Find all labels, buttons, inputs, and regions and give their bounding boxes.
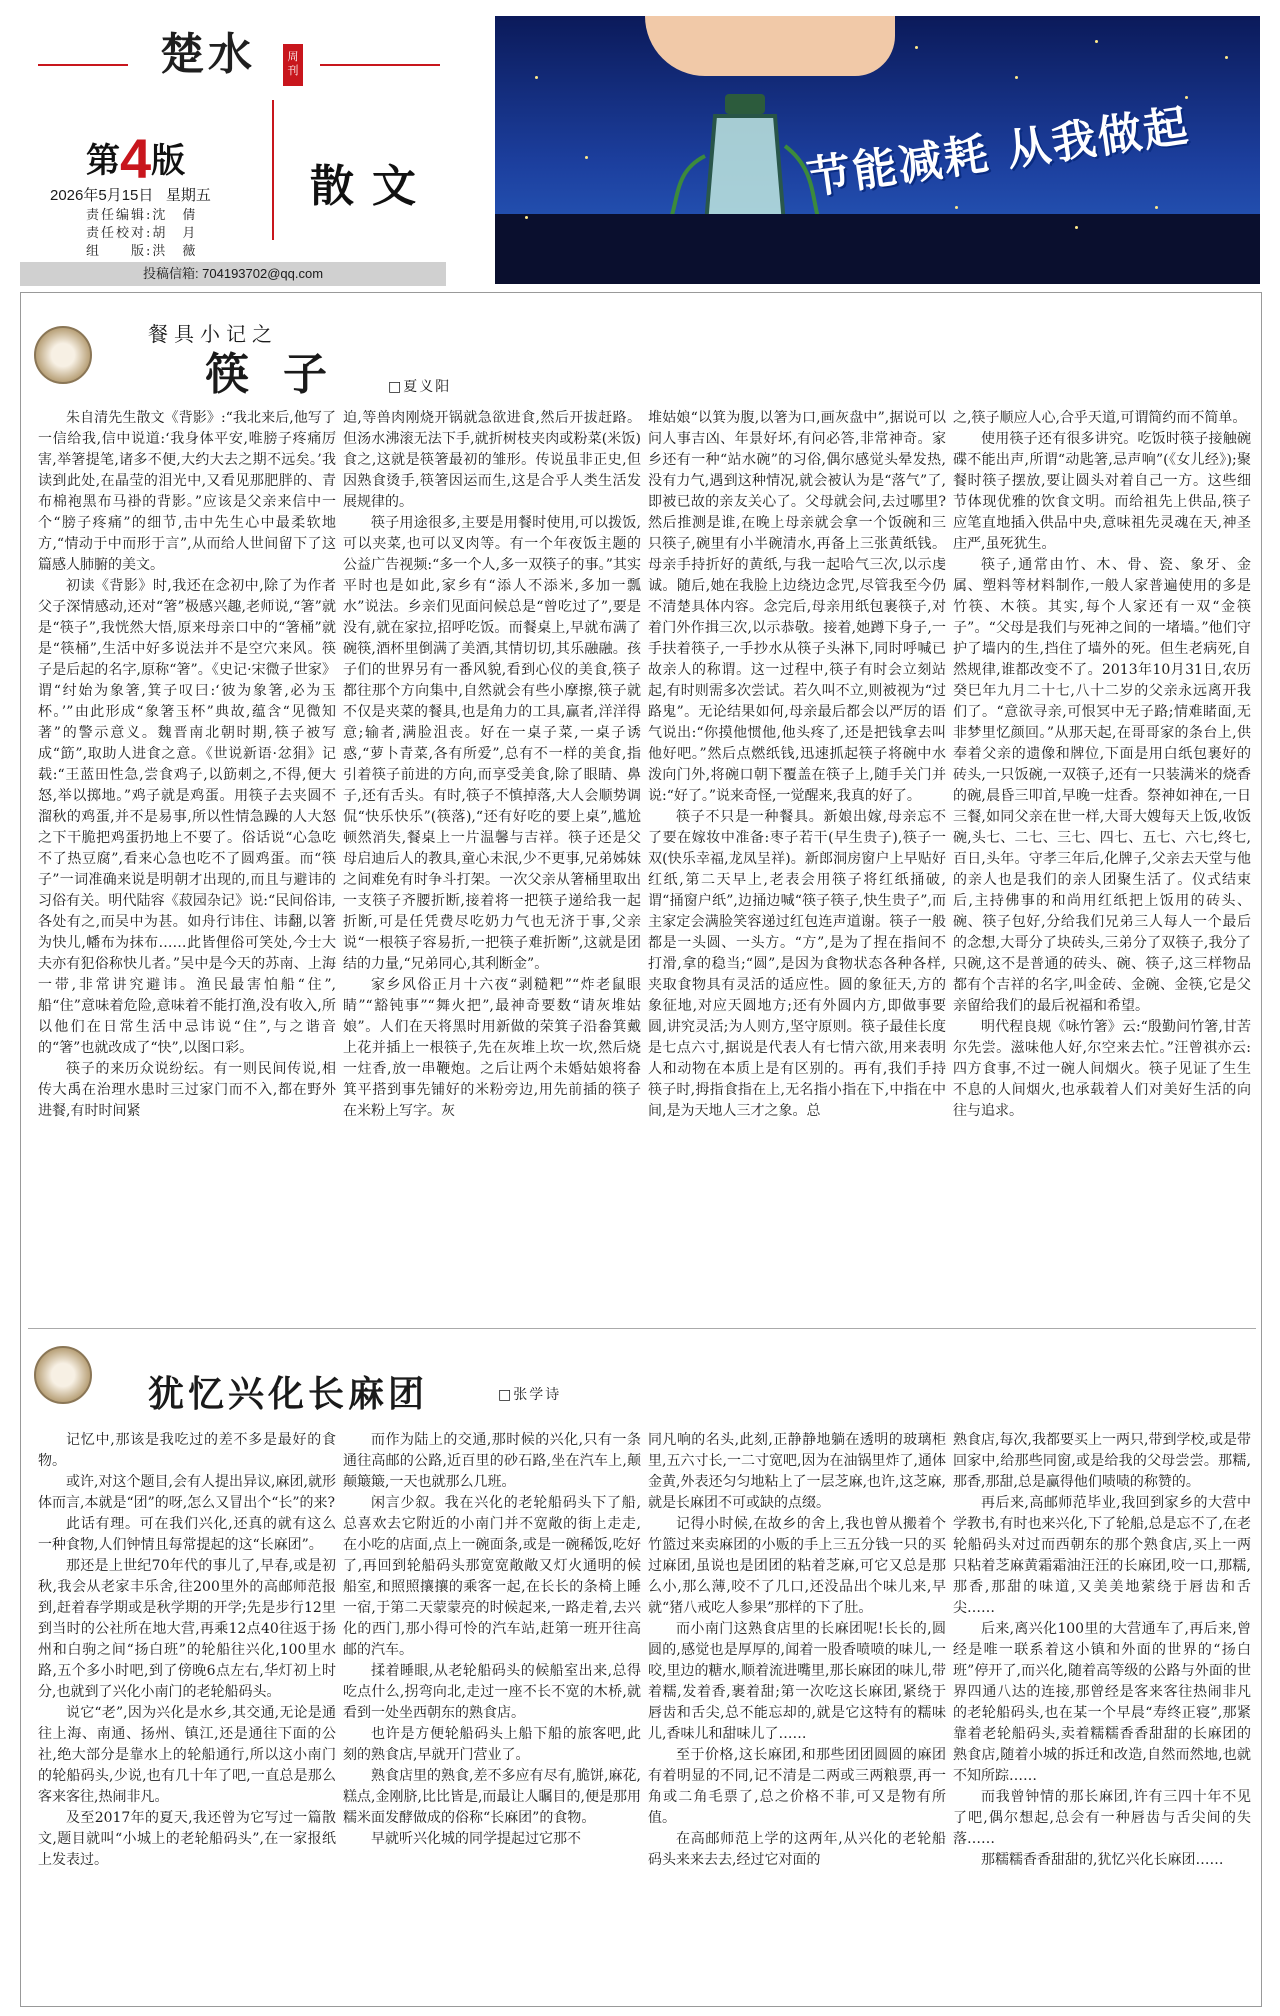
- article-author: □张学诗: [498, 1387, 562, 1403]
- article2-column-1: [38, 1430, 336, 2000]
- paragraph: 在高邮师范上学的这两年,从兴化的老轮船码头来来去去,经过它对面的: [648, 1831, 946, 1868]
- article1-column-1: [38, 408, 336, 1318]
- paragraph: 家乡风俗正月十六夜“剥糙粑”“炸老鼠眼睛”“豁钝事”“舞火把”,最神奇要数“请灰堆姑娘”。人们在天将黑时用新做的荣箕子沿畚箕戴上花并插上一根筷子,先在灰堆上坎一坎,然后烧一炷香,放一串鞭炮。之后让两个未婚姑娘将畚箕平搭到事先铺好的米粉旁边,用先前插的筷子在米粉上写字。灰: [343, 977, 641, 1119]
- paragraph: 后来,离兴化100里的大营通车了,再后来,曾经是唯一联系着这小镇和外面的世界的“扬白班”停开了,而兴化,随着高等级的公路与外面的世界四通八达的连接,那曾经是客来客往热闹非凡的老轮船码头,也在某一个早晨“寿终正寝”,那紧靠着老轮船码头,卖着糯糯香香甜甜的长麻团的熟食店,随着小城的拆迁和改造,自然而然地,也就不知所踪……: [953, 1621, 1251, 1784]
- paragraph: 筷子的来历众说纷纭。有一则民间传说,相传大禹在治理水患时三过家门而不入,都在野外进餐,有时时间紧: [38, 1061, 336, 1119]
- issue-date: 2026年5月15日: [50, 187, 154, 204]
- contact-bar: 投稿信箱: 704193702@qq.com: [20, 262, 446, 286]
- staff-editor: 责任编辑:沈 倩: [86, 208, 198, 223]
- paragraph: 早就听兴化城的同学提起过它那不: [371, 1831, 581, 1847]
- edition-number: 4: [120, 127, 152, 190]
- article-title: 筷子: [205, 349, 361, 400]
- paragraph: 而我曾钟情的那长麻团,许有三四十年不见了吧,偶尔想起,总会有一种唇齿与舌尖间的失落……: [953, 1789, 1251, 1847]
- paragraph: 再后来,高邮师范毕业,我回到家乡的大营中学教书,有时也来兴化,下了轮船,总是忘不了,在老轮船码头对过而西朝东的那个熟食店,买上一两只粘着芝麻黄霜霜油汪汪的长麻团,咬一口,那糯,那香,那甜的味道,又美美地萦绕于唇齿和舌尖……: [953, 1495, 1251, 1616]
- paragraph: 熟食店里的熟食,差不多应有尽有,脆饼,麻花,糕点,金刚脐,比比皆是,而最让人瞩目的,便是那用糯米面发酵做成的俗称“长麻团”的食物。: [343, 1768, 641, 1826]
- paragraph: 及至2017年的夏天,我还曾为它写过一篇散文,题目就叫“小城上的老轮船码头”,在一家报纸上发表过。: [38, 1810, 336, 1868]
- issue-weekday: 星期五: [165, 187, 211, 204]
- article-emblem-icon: [34, 1346, 92, 1404]
- supplement-seal: 周刊: [283, 44, 303, 86]
- paragraph: 至于价格,这长麻团,和那些团团圆圆的麻团有着明显的不同,记不清是二两或三两粮票,再一角或二角毛票了,总之价格不菲,可又是物有所值。: [648, 1747, 946, 1826]
- paragraph: 熟食店,每次,我都要买上一两只,带到学校,或是带回家中,给那些同窗,或是给我的父母尝尝。那糯,那香,那甜,总是赢得他们啧啧的称赞的。: [953, 1432, 1251, 1490]
- paragraph: 筷子,通常由竹、木、骨、瓷、象牙、金属、塑料等材料制作,一般人家普遍使用的多是竹筷、木筷。其实,每个人家还有一双“金筷子”。“父母是我们与死神之间的一堵墙。”他们守护了墙内的生,挡住了墙外的死。但生老病死,自然规律,谁都改变不了。2013年10月31日,农历癸巳年九月二十七,八十二岁的父亲永远离开我们了。“意欲寻亲,可恨冥中无子路;情难睹面,无非梦里忆颜回。”从那天起,在哥哥家的条台上,供奉着父亲的遗像和牌位,下面是用白纸包裹好的砖头,一只饭碗,一双筷子,还有一只装满米的烧香的碗,晨昏三叩首,早晚一炷香。祭神如神在,一日三餐,如同父亲在世一样,大哥大嫂每天上饭,收饭碗,头七、二七、三七、四七、五七、六七,终七,百日,头年。守孝三年后,化牌子,父亲去天堂与他的亲人也是我们的亲人团聚生活了。仪式结束后,主持佛事的和尚用红纸把上饭用的砖头、碗、筷子包好,分给我们兄弟三人每人一个最后的念想,大哥分了块砖头,三弟分了双筷子,我分了只碗,这不是普通的砖头、碗、筷子,这三样物品都有个吉祥的名字,叫金砖、金碗、金筷,它是父亲留给我们的最后祝福和希望。: [953, 557, 1251, 1014]
- banner-slogan: 节能减耗 从我做起: [803, 100, 1193, 205]
- paragraph: 或许,对这个题目,会有人提出异议,麻团,就形体而言,本就是“团”的呀,怎么又冒出个“长”的来?: [38, 1474, 336, 1511]
- paragraph: 记忆中,那该是我吃过的差不多是最好的食物。: [38, 1432, 336, 1469]
- paragraph: 同凡响的名头,此刻,正静静地躺在透明的玻璃柜里,五六寸长,一二寸宽吧,因为在油锅里炸了,通体金黄,外表还匀匀地粘上了一层芝麻,也许,这芝麻,就是长麻团不可或缺的点缀。: [648, 1432, 946, 1511]
- article-title: 犹忆兴化长麻团: [148, 1374, 429, 1415]
- paper-logo: 楚水: [160, 29, 256, 80]
- article-divider: [28, 1328, 1256, 1329]
- paragraph: 初读《背影》时,我还在念初中,除了为作者父子深情感动,还对“箸”极感兴趣,老师说,“箸”就是“筷子”,我恍然大悟,原来母亲口中的“箸桶”就是“筷桶”,生活中好多说法并不是空穴来风。筷子是后起的名字,原称“箸”。《史记·宋微子世家》谓“纣始为象箸,箕子叹曰:‘彼为象箸,必为玉杯。’”由此形成“象箸玉杯”典故,蕴含“见微知著”的警示意义。魏晋南北朝时期,筷子被写成“筯”,取助人进食之意。《世说新语·忿狷》记载:“王蓝田性急,尝食鸡子,以筯刺之,不得,便大怒,举以掷地。”鸡子就是鸡蛋。用筷子去夹圆不溜秋的鸡蛋,并不是易事,所以性情急躁的人大怒之下干脆把鸡蛋扔地上不要了。俗话说“心急吃不了热豆腐”,看来心急也吃不了圆鸡蛋。而“筷子”一词准确来说是明朝才出现的,而且与避讳的习俗有关。明代陆容《菽园杂记》说:“民间俗讳,各处有之,而吴中为甚。如舟行讳住、讳翻,以箸为快儿,幡布为抹布……此皆俚俗可笑处,今士大夫亦有犯俗称快儿者。”吴中是今天的苏南、上海一带,非常讲究避讳。渔民最害怕船“住”,船“住”意味着危险,意味着不能打渔,没有收入,所以他们在日常生活中忌讳说“住”,与之谐音的“箸”也就改成了“快”,以图口彩。: [38, 578, 336, 1056]
- masthead-rule-left: [38, 64, 128, 66]
- article2-column-4: [953, 1430, 1251, 2000]
- paragraph: 而小南门这熟食店里的长麻团呢!长长的,圆圆的,感觉也是厚厚的,闻着一股香喷喷的味儿,一咬,里边的糖水,顺着流进嘴里,那长麻团的味儿,带着糯,发着香,裹着甜;第一次吃这长麻团,紧绕于唇齿和舌尖,总不能忘却的,就是它这特有的糯味儿,香味儿和甜味儿了……: [648, 1621, 946, 1742]
- paragraph: 使用筷子还有很多讲究。吃饭时筷子接触碗碟不能出声,所谓“动匙箸,忌声响”(《女儿经》);聚餐时筷子摆放,要让圆头对着自己一方。这些细节体现优雅的饮食文明。而给祖先上供品,筷子应笔直地插入供品中央,意味祖先灵魂在天,神圣庄严,虽死犹生。: [953, 431, 1251, 552]
- paragraph: 而作为陆上的交通,那时候的兴化,只有一条通往高邮的公路,近百里的砂石路,坐在汽车上,颠颠簸簸,一天也就那么几班。: [343, 1432, 641, 1490]
- masthead-rule-right: [320, 64, 440, 66]
- ad-banner: [495, 16, 1260, 284]
- edition-label: 第4版: [86, 127, 186, 190]
- staff-proofreader: 责任校对:胡 月: [86, 226, 198, 241]
- paragraph: 迫,等兽肉刚烧开锅就急欲进食,然后开拔赶路。但汤水沸滚无法下手,就折树枝夹肉或粉菜(米饭)食之,这就是筷箸最初的雏形。传说虽非正史,但因熟食烫手,筷箸因运而生,这是合乎人类生活发展规律的。: [343, 410, 641, 510]
- article1-column-2: [343, 408, 641, 1318]
- article2-column-3: [648, 1430, 946, 2000]
- paragraph: 之,筷子顺应人心,合乎天道,可谓简约而不简单。: [953, 410, 1247, 426]
- paragraph: 也许是方便轮船码头上船下船的旅客吧,此刻的熟食店,早就开门营业了。: [343, 1726, 641, 1763]
- dateline: [50, 184, 211, 205]
- masthead-divider: [272, 100, 274, 240]
- paragraph: 筷子用途很多,主要是用餐时使用,可以拨饭,可以夹菜,也可以叉肉等。有一个年夜饭主题的公益广告视频:“多一个人,多一双筷子的事。”其实平时也是如此,家乡有“添人不添米,多加一瓢水”说法。乡亲们见面问候总是“曾吃过了”,要是没有,就在家拉,招呼吃饭。而餐桌上,早就布满了碗筷,酒杯里倒满了美酒,其情切切,其乐融融。孩子们的世界另有一番风貌,看到心仪的美食,筷子都往那个方向集中,自然就会有些小摩擦,筷子就不仅是夹菜的餐具,也是角力的工具,赢者,洋洋得意;输者,满脸沮丧。好在一桌子菜,一桌子诱惑,“萝卜青菜,各有所爱”,总有不一样的美食,指引着筷子前进的方向,而享受美食,除了眼睛、鼻子,还有舌头。有时,筷子不慎掉落,大人会顺势调侃“快乐快乐”(筷落),“还有好吃的要上桌”,尴尬顿然消失,餐桌上一片温馨与吉祥。筷子还是父母启迪后人的教具,童心未泯,少不更事,兄弟姊妹之间难免有时争斗打架。一次父亲从箸桶里取出一支筷子齐腰折断,接着将一把筷子递给我一起折断,可是任凭费尽吃奶力气也无济于事,父亲说“一根筷子容易折,一把筷子难折断”,这就是团结的力量,“兄弟同心,其利断金”。: [343, 515, 641, 972]
- article2-column-2: [343, 1430, 641, 2000]
- paragraph: 记得小时候,在故乡的舍上,我也曾从搬着个竹篮过来卖麻团的小贩的手上三五分钱一只的买过麻团,虽说也是团团的粘着芝麻,可它又总是那么小,那么薄,咬不了几口,还没品出个味儿来,早就“猪八戒吃人参果”那样的下了肚。: [648, 1516, 946, 1616]
- paragraph: 朱自清先生散文《背影》:“我北来后,他写了一信给我,信中说道:‘我身体平安,唯膀子疼痛厉害,举箸提笔,诸多不便,大约大去之期不远矣。’我读到此处,在晶莹的泪光中,又看见那肥胖的、青布棉袍黑布马褂的背影。”应该是父亲来信中一个“膀子疼痛”的细节,击中先生心中最柔软地方,“情动于中而形于言”,从而给人世间留下了这篇感人肺腑的美文。: [38, 410, 336, 573]
- staff-layout: 组 版:洪 薇: [86, 244, 198, 259]
- article-emblem-icon: [34, 326, 92, 384]
- article1-column-4: [953, 408, 1251, 1318]
- article1-column-3: [648, 408, 946, 1318]
- paragraph: 筷子不只是一种餐具。新娘出嫁,母亲忘不了要在嫁妆中准备:枣子若干(早生贵子),筷子一双(快乐幸福,龙凤呈祥)。新郎洞房窗户上早贴好红纸,第二天早上,老表会用筷子将红纸捅破,谓“捅窗户纸”,边捅边喊“筷子筷子,快生贵子”,而主家定会满脸笑容递过红包连声道谢。筷子一般都是一头圆、一头方。“方”,是为了捏在指间不打滑,拿的稳当;“圆”,是因为食物状态各种各样,夹取食物具有灵活的适应性。圆的象征天,方的象征地,对应天圆地方;还有外圆内方,即做事要圆,讲究灵活;为人则方,坚守原则。筷子最佳长度是七点六寸,据说是代表人有七情六欲,用来表明人和动物在本质上是有区别的。再有,我们手持筷子时,拇指食指在上,无名指小指在下,中指在中间,是为天地人三才之象。总: [648, 809, 946, 1119]
- paragraph: 此话有理。可在我们兴化,还真的就有这么一种食物,人们钟情且每常提起的这“长麻团”。: [38, 1516, 336, 1553]
- paragraph: 明代程良规《咏竹箸》云:“殷勤问竹箸,甘苦尔先尝。滋味他人好,尔空来去忙。”汪曾祺亦云:四方食事,不过一碗人间烟火。筷子见证了生生不息的人间烟火,也承载着人们对美好生活的向往与追求。: [953, 1019, 1251, 1119]
- paragraph: 那还是上世纪70年代的事儿了,早春,或是初秋,我会从老家丰乐舍,往200里外的高邮师范报到,赶着春学期或是秋学期的开学;先是步行12里到当时的公社所在地大营,再乘12点40往返于扬州和白驹之间“扬白班”的轮船往兴化,100里水路,五个多小时吧,到了傍晚6点左右,华灯初上时分,也就到了兴化小南门的老轮船码头。: [38, 1558, 336, 1700]
- hand-illustration: [645, 16, 895, 76]
- city-skyline: [495, 214, 1260, 284]
- paragraph: 闲言少叙。我在兴化的老轮船码头下了船,总喜欢去它附近的小南门并不宽敞的街上走走,在小吃的店面,点上一碗面条,或是一碗稀饭,吃好了,再回到轮船码头那宽宽敞敞又灯火通明的候船室,和照照攘攘的乘客一起,在长长的条椅上睡一宿,于第二天蒙蒙亮的时候起来,一路走着,去兴化的西门,那小得可怜的汽车站,赶第一班开往高邮的汽车。: [343, 1495, 641, 1658]
- paragraph: 揉着睡眼,从老轮船码头的候船室出来,总得吃点什么,拐弯向北,走过一座不长不宽的木桥,就看到一处坐西朝东的熟食店。: [343, 1663, 641, 1721]
- paragraph: 那糯糯香香甜甜的,犹忆兴化长麻团……: [981, 1852, 1224, 1868]
- article-author: □夏义阳: [388, 379, 452, 395]
- paragraph: 说它“老”,因为兴化是水乡,其交通,无论是通往上海、南通、扬州、镇江,还是通往下面的公社,绝大部分是靠水上的轮船通行,所以这小南门的轮船码头,少说,也有几十年了吧,一直总是那么客来客往,热闹非凡。: [38, 1705, 336, 1805]
- article-kicker: 餐具小记之: [148, 322, 278, 346]
- paragraph: 堆姑娘“以箕为腹,以箸为口,画灰盘中”,据说可以问人事吉凶、年景好坏,有问必答,非常神奇。家乡还有一种“站水碗”的习俗,偶尔感觉头晕发热,没有力气,遇到这种情况,就会被认为是“落气”了,即被已故的亲友关心了。父母就会问,去过哪里?然后推测是谁,在晚上母亲就会拿一个饭碗和三只筷子,碗里有小半碗清水,再备上三张黄纸钱。母亲手持折好的黄纸,与我一起哈气三次,以示虔诚。随后,她在我脸上边绕边念咒,尽管我至今仍不清楚具体内容。念完后,母亲用纸包裹筷子,对着门外作揖三次,以示恭敬。接着,她蹲下身子,一手扶着筷子,一手抄水从筷子头淋下,同时呼喊已故亲人的称谓。这一过程中,筷子有时会立刻站起,有时则需多次尝试。若久叫不立,则被视为“过路鬼”。无论结果如何,母亲最后都会以严厉的语气说出:“你摸他惯他,他头疼了,还是把钱拿去叫他好吧。”然后点燃纸钱,迅速抓起筷子将碗中水泼向门外,将碗口朝下覆盖在筷子上,随手关门并说:“好了。”说来奇怪,一觉醒来,我真的好了。: [648, 410, 946, 804]
- section-title: 散文: [310, 161, 434, 212]
